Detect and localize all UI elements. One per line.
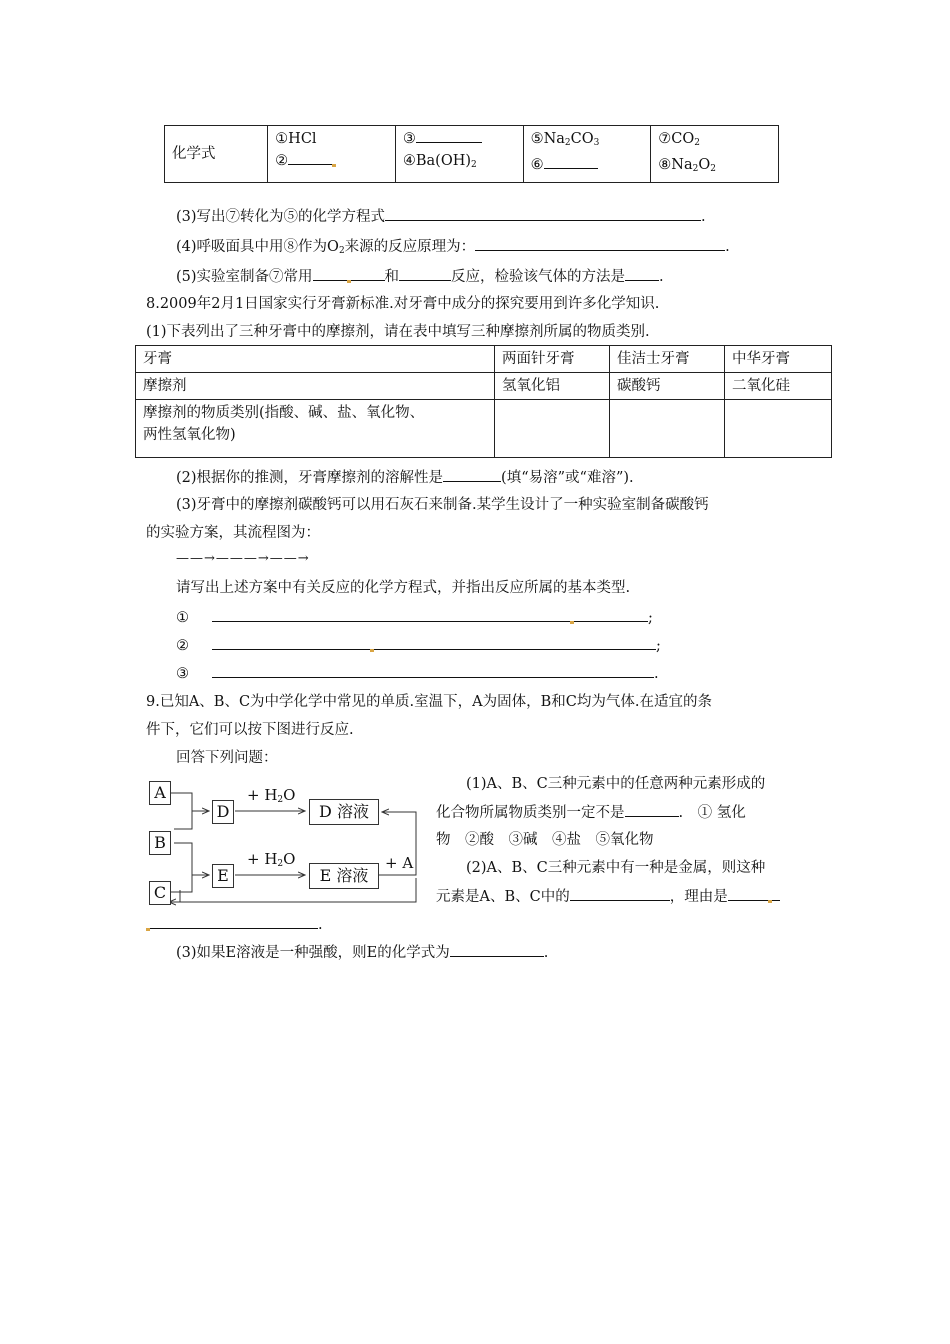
table-cell: 碳酸钙 — [610, 373, 725, 400]
answer-line-2: ② ; — [176, 635, 661, 656]
plus-a-label: + A — [385, 854, 414, 872]
flow-chart: ——→———→——→ — [176, 551, 310, 566]
answer-line-1: ① ; — [176, 607, 653, 628]
blank[interactable] — [399, 266, 451, 281]
blank[interactable] — [772, 886, 780, 901]
blank[interactable] — [313, 266, 347, 281]
answer-line-3: ③ . — [176, 663, 659, 684]
table-header: 牙膏 — [136, 346, 495, 373]
answer-cell[interactable] — [610, 400, 725, 458]
q8-part1: (1)下表列出了三种牙膏中的摩擦剂，请在表中填写三种摩擦剂所属的物质类别. — [146, 324, 650, 340]
table-header: 中华牙膏 — [725, 346, 832, 373]
box-e-solution: E 溶液 — [309, 863, 379, 889]
q8-intro: 8.2009年2月1日国家实行牙膏新标准.对牙膏中成分的探究要用到许多化学知识. — [146, 296, 660, 312]
blank[interactable] — [450, 942, 544, 957]
blank[interactable] — [574, 607, 648, 622]
table-cell: 摩擦剂 — [136, 373, 495, 400]
blank[interactable] — [443, 467, 501, 482]
table-header: 两面针牙膏 — [495, 346, 610, 373]
blank[interactable] — [475, 236, 725, 251]
q8-part3-line2: 的实验方案，其流程图为： — [146, 525, 320, 541]
q7-part3: (3)写出⑦转化为⑤的化学方程式 . — [176, 206, 706, 227]
q9-part1-line3: 物 ②酸 ③碱 ④盐 ⑤氧化物 — [436, 832, 654, 848]
box-c: C — [149, 881, 171, 905]
q8-part2: (2)根据你的推测，牙膏摩擦剂的溶解性是 (填“易溶”或“难溶”). — [176, 467, 634, 488]
q9-reason-continue: . — [146, 914, 323, 935]
q9-ask: 回答下列问题： — [176, 750, 278, 766]
blank[interactable] — [625, 802, 679, 817]
toothpaste-table — [135, 345, 832, 458]
reaction-diagram — [145, 774, 425, 910]
water-label-2: + $H_2O$ — [247, 850, 296, 869]
formula-cell-4: $⑦CO_2$ $⑧Na_2O_2$ — [651, 126, 779, 183]
box-a: A — [149, 781, 171, 805]
blank[interactable] — [385, 206, 701, 221]
answer-cell[interactable] — [725, 400, 832, 458]
formula-row-header: 化学式 — [165, 126, 268, 183]
q8-ask: 请写出上述方案中有关反应的化学方程式，并指出反应所属的基本类型. — [176, 580, 631, 596]
q9-intro-1: 9.已知A、B、C为中学化学中常见的单质.室温下，A为固体，B和C均为气体.在适宜的条 — [146, 694, 712, 710]
box-d-solution: D 溶液 — [309, 799, 379, 825]
q9-part1-line2: 化合物所属物质类别一定不是 . ① 氢化 — [436, 802, 746, 823]
formula-cell-3: $⑤Na_2CO_3$ ⑥ — [523, 126, 651, 183]
table-cell: 摩擦剂的物质类别(指酸、碱、盐、氧化物、 两性氢氧化物) — [136, 400, 495, 458]
blank[interactable] — [416, 128, 482, 143]
water-label-1: + $H_2O$ — [247, 786, 296, 805]
blank[interactable] — [351, 266, 385, 281]
blank[interactable] — [728, 886, 768, 901]
q8-part3-line1: (3)牙膏中的摩擦剂碳酸钙可以用石灰石来制备.某学生设计了一种实验室制备碳酸钙 — [176, 497, 709, 513]
blank[interactable] — [544, 154, 598, 169]
blank[interactable] — [288, 150, 332, 165]
blank[interactable] — [570, 886, 670, 901]
q7-part5: (5)实验室制备⑦常用 和 反应，检验该气体的方法是 . — [176, 266, 664, 287]
box-d: D — [212, 800, 234, 824]
formula-cell-1: ①HCl ② — [268, 126, 396, 183]
formula-cell-2: ③ $④Ba(OH)_2$ — [395, 126, 523, 183]
q9-part1-line1: (1)A、B、C三种元素中的任意两种元素形成的 — [466, 776, 766, 792]
table-cell: 氢氧化铝 — [495, 373, 610, 400]
blank[interactable] — [212, 607, 570, 622]
q9-part3: (3)如果E溶液是一种强酸，则E的化学式为 . — [176, 942, 548, 963]
blank[interactable] — [212, 663, 654, 678]
formula-table — [164, 125, 779, 183]
answer-cell[interactable] — [495, 400, 610, 458]
box-b: B — [149, 831, 171, 855]
blank[interactable] — [150, 914, 318, 929]
q9-part2-line1: (2)A、B、C三种元素中有一种是金属，则这种 — [466, 860, 766, 876]
q7-part4: (4)呼吸面具中用⑧作为$O_2$来源的反应原理为： . — [176, 236, 730, 261]
q9-part2-line2: 元素是A、B、C中的 ，理由是 — [436, 886, 780, 907]
table-cell: 二氧化硅 — [725, 373, 832, 400]
box-e: E — [212, 864, 234, 888]
blank[interactable] — [374, 635, 656, 650]
table-header: 佳洁士牙膏 — [610, 346, 725, 373]
q9-intro-2: 件下，它们可以按下图进行反应. — [146, 722, 354, 738]
blank[interactable] — [212, 635, 370, 650]
blank[interactable] — [625, 266, 659, 281]
